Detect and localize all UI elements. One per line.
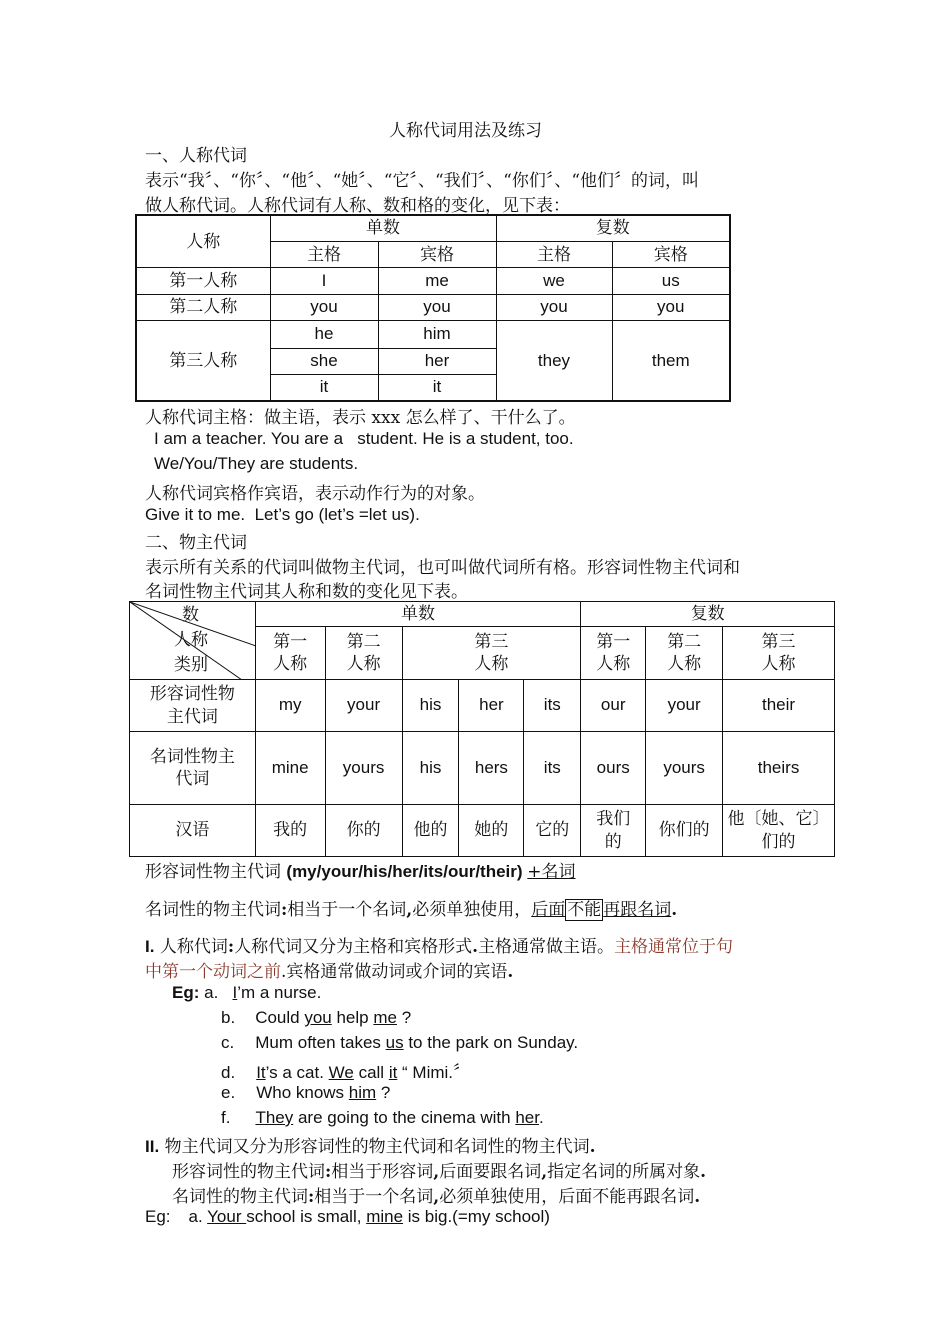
header-second-person: 第二 人称 [325, 627, 402, 680]
example-a: Eg: a. I’m a nurse. [172, 983, 322, 1002]
part-two-example: Eg: a. Your school is small, mine is big.(=my school) [145, 1207, 550, 1226]
table-row [130, 805, 835, 857]
personal-pronoun-table [135, 214, 731, 402]
row-label: 汉语 [130, 805, 256, 857]
paragraph: 表示所有关系的代词叫做物主代词，也可叫做代词所有格。形容词性物主代词和 [145, 558, 740, 578]
corner-number-label: 数 [182, 605, 199, 625]
corner-person-label: 人称 [174, 630, 208, 650]
header-object-case: 宾格 [378, 241, 496, 267]
cell: yours [325, 732, 402, 805]
cell: he [270, 321, 378, 348]
paragraph: 人称代词宾格作宾语，表示动作行为的对象。 [145, 484, 485, 504]
cell: you [496, 294, 612, 320]
part-one-line2: 中第一个动词之前.宾格通常做动词或介词的宾语. [145, 962, 514, 982]
example-d: d. It’s a cat. We call it “ Mimi.〞 [221, 1063, 471, 1082]
example-e: e. Who knows him ? [221, 1083, 391, 1102]
diagonal-header-cell [130, 602, 256, 680]
cell: yours [646, 732, 723, 805]
cell: ours [581, 732, 646, 805]
cell: it [270, 375, 378, 401]
cell: 你们的 [646, 805, 723, 857]
table-row [136, 294, 730, 320]
header-third-person: 第三 人称 [723, 627, 835, 680]
cell: his [402, 732, 459, 805]
header-plural: 复数 [581, 602, 835, 627]
rule-adjective-possessive: 形容词性物主代词 (my/your/his/her/its/our/their) +名词 [145, 862, 576, 882]
example-f: f. They are going to the cinema with her. [221, 1108, 544, 1127]
cell: you [378, 294, 496, 320]
rule-noun-possessive: 名词性的物主代词:相当于一个名词,必须单独使用，后面 不能 再跟名词. [145, 900, 678, 920]
cell: mine [255, 732, 325, 805]
example-sentence: Give it to me. Let’s go (let’s =let us). [145, 505, 420, 524]
example-c: c. Mum often takes us to the park on Sunday. [221, 1033, 579, 1052]
cell: we [496, 268, 612, 294]
header-singular: 单数 [255, 602, 581, 627]
cell: I [270, 268, 378, 294]
cell: she [270, 348, 378, 374]
header-object-case: 宾格 [612, 241, 730, 267]
possessive-pronoun-table [129, 601, 835, 857]
example-b: b. Could you help me ? [221, 1008, 412, 1027]
row-label: 名词性物主 代词 [130, 732, 256, 805]
cell: your [646, 680, 723, 732]
table-row [130, 732, 835, 805]
row-label: 第一人称 [136, 268, 270, 294]
cell: 他的 [402, 805, 459, 857]
page-title: 人称代词用法及练习 [389, 121, 542, 141]
header-singular: 单数 [270, 215, 496, 241]
header-subject-case: 主格 [496, 241, 612, 267]
header-first-person: 第一 人称 [255, 627, 325, 680]
corner-type-label: 类别 [174, 655, 208, 675]
cell: your [325, 680, 402, 732]
row-label: 形容词性物 主代词 [130, 680, 256, 732]
header-subject-case: 主格 [270, 241, 378, 267]
cell: they [496, 321, 612, 401]
header-first-person: 第一 人称 [581, 627, 646, 680]
paragraph: 名词性物主代词其人称和数的变化见下表。 [145, 582, 468, 602]
cell: 我的 [255, 805, 325, 857]
cell: my [255, 680, 325, 732]
header-plural: 复数 [496, 215, 730, 241]
cell: 我们 的 [581, 805, 646, 857]
cell: them [612, 321, 730, 401]
paragraph: 人称代词主格：做主语，表示 xxx 怎么样了、干什么了。 [145, 408, 576, 428]
cell: 你的 [325, 805, 402, 857]
cell: their [723, 680, 835, 732]
header-third-person: 第三 人称 [402, 627, 581, 680]
header-person: 人称 [136, 215, 270, 268]
cell: its [524, 680, 581, 732]
paragraph: 做人称代词。人称代词有人称、数和格的变化，见下表： [145, 196, 570, 216]
table-row [136, 268, 730, 294]
cell: hers [459, 732, 524, 805]
section-heading: 二、物主代词 [145, 533, 247, 553]
cell: you [270, 294, 378, 320]
cell: 它的 [524, 805, 581, 857]
part-one-line1: I. 人称代词:人称代词又分为主格和宾格形式.主格通常做主语。主格通常位于句 [145, 937, 734, 957]
paragraph: 表示“我〞、“你〞、“他〞、“她〞、“它〞、“我们〞、“你们〞、“他们〞的词，叫 [145, 171, 700, 191]
cell: him [378, 321, 496, 348]
cell: its [524, 732, 581, 805]
header-second-person: 第二 人称 [646, 627, 723, 680]
row-label: 第三人称 [136, 321, 270, 401]
cell: you [612, 294, 730, 320]
row-label: 第二人称 [136, 294, 270, 320]
section-heading: 一、人称代词 [145, 146, 247, 166]
cell: her [378, 348, 496, 374]
cell: us [612, 268, 730, 294]
cell: her [459, 680, 524, 732]
cell: theirs [723, 732, 835, 805]
table-row [130, 680, 835, 732]
cell: his [402, 680, 459, 732]
part-two-line2: 形容词性的物主代词:相当于形容词,后面要跟名词,指定名词的所属对象. [172, 1162, 707, 1182]
cell: 她的 [459, 805, 524, 857]
part-two-line1: II. 物主代词又分为形容词性的物主代词和名词性的物主代词. [145, 1137, 596, 1157]
example-sentence: We/You/They are students. [154, 454, 359, 473]
cell: it [378, 375, 496, 401]
cell: our [581, 680, 646, 732]
cell: me [378, 268, 496, 294]
cell: 他〔她、它〕 们的 [723, 805, 835, 857]
table-row [136, 321, 730, 348]
example-sentence: I am a teacher. You are a student. He is a student, too. [154, 429, 574, 448]
part-two-line3: 名词性的物主代词:相当于一个名词,必须单独使用，后面不能再跟名词. [172, 1187, 701, 1207]
